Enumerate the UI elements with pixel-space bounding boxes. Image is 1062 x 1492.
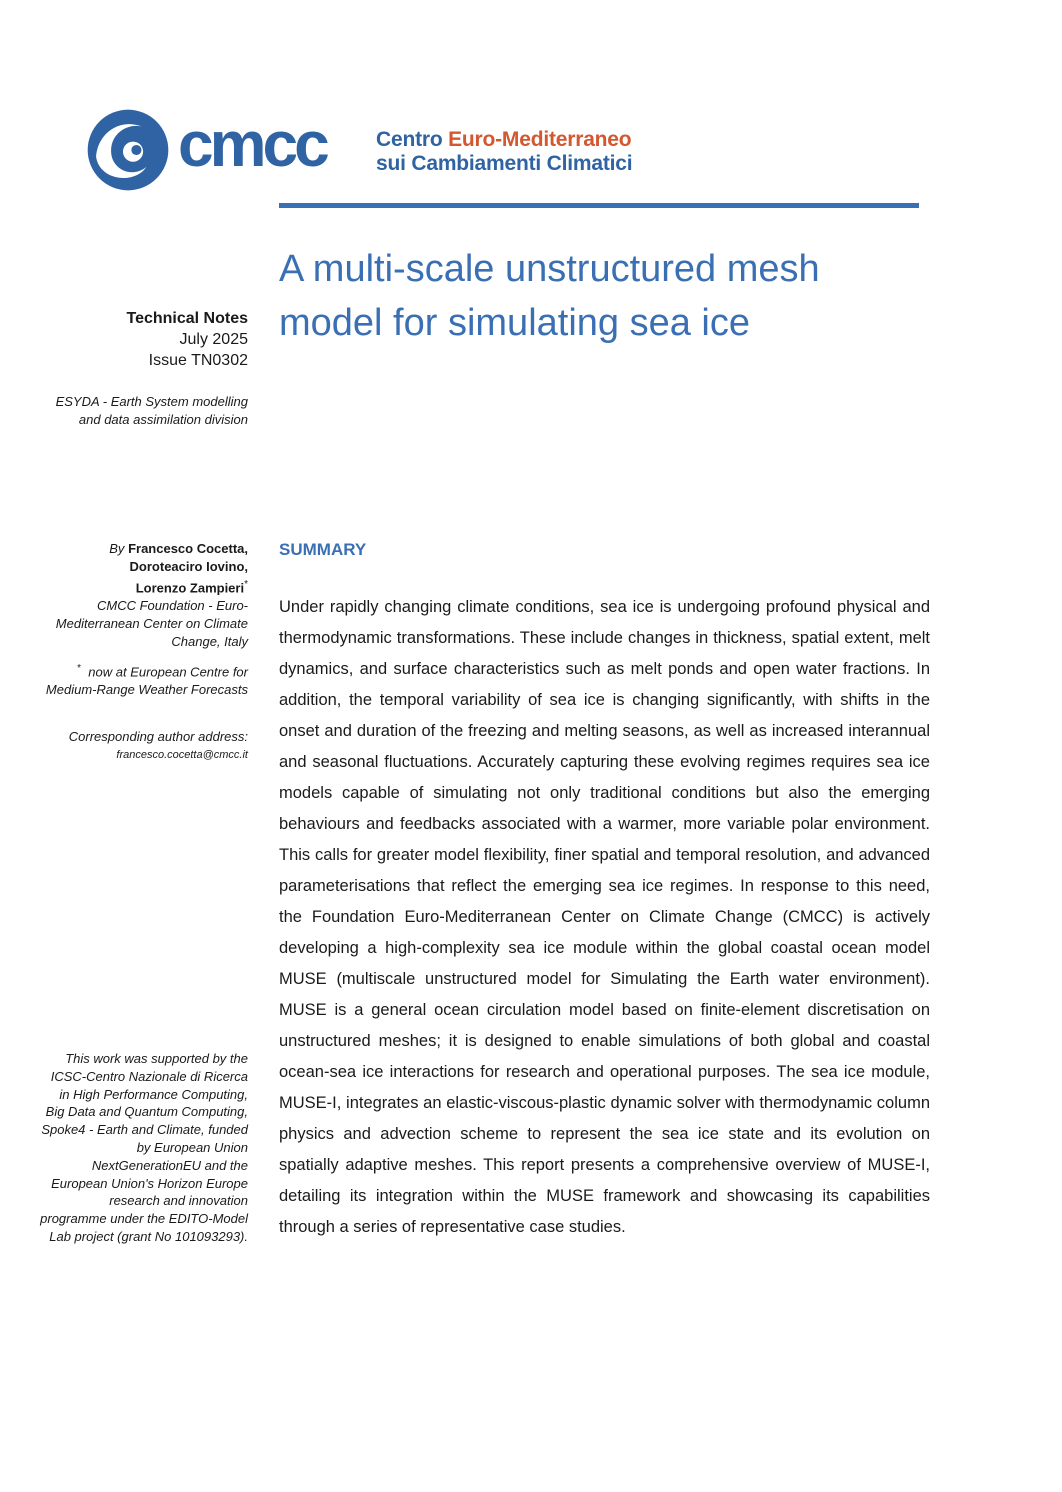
author-2: Doroteaciro Iovino, [129,559,248,574]
logo-org-line2: sui Cambiamenti Climatici [376,152,633,175]
now-at-text: now at European Centre for Medium-Range Weather Forecasts [45,664,248,698]
by-label: By [109,541,125,556]
corresponding-label: Corresponding author address: [68,729,248,744]
corresponding-email: francesco.cocetta@cmcc.it [116,749,248,761]
author-1: Francesco Cocetta, [128,541,248,556]
date-label: July 2025 [179,331,248,348]
funding-note: This work was supported by the ICSC-Centro Nazionale di Ricerca in High Performance Computing, Big Data and Quantum Computing, Spoke4 - Earth and Climate, funded by European Union NextGenerationEU and the European Union's Horizon Europe research and innovation programme under the EDITO-Model Lab project (grant No 101093293). [40,1051,248,1244]
document-title: A multi-scale unstructured mesh model for simulating sea ice [279,248,820,344]
now-at-star: * [77,663,82,674]
authors-block [40,540,248,651]
issue-label: Issue TN0302 [148,352,248,369]
summary-heading: SUMMARY [279,540,367,559]
logo-org-name [376,128,632,176]
technical-notes-block [40,308,248,371]
author-3-star: * [244,579,248,590]
summary-text: Under rapidly changing climate conditions, sea ice is undergoing profound physical and thermodynamic transformations. These include changes in thickness, spatial extent, melt dynamics, and surface characteristics such as melt ponds and open water fractions. In addition, the temporal variability of sea ice is changing significantly, with shifts in the onset and duration of the freezing and melting seasons, as well as increased interannual and seasonal fluctuations. Accurately capturing these evolving regimes requires sea ice models capable of simulating not only traditional conditions but also the emerging behaviours and feedbacks associated with a warmer, more variable polar environment. This calls for greater model flexibility, finer spatial and temporal resolution, and advanced parameterisations that reflect the emerging sea ice regimes. In response to this need, the Foundation Euro-Mediterranean Center on Climate Change (CMCC) is actively developing a high-complexity sea ice module within the global coastal ocean model MUSE (multiscale unstructured model for Simulating the Earth water environment). MUSE is a general ocean circulation model based on finite-element discretisation on unstructured meshes; it is designed to enable simulations of both global and coastal ocean-sea ice interactions for research and operational purposes. The sea ice module, MUSE-I, integrates an elastic-viscous-plastic dynamic solver with thermodynamic column physics and advection scheme to represent the sea ice state and its evolution on spatially adaptive meshes. This report presents a comprehensive overview of MUSE-I, detailing its integration within the MUSE framework and showcasing its capabilities through a series of representative case studies. [279,598,930,1236]
cmcc-swirl-logo-icon [86,108,170,192]
header-rule [279,203,919,208]
series-label: Technical Notes [126,310,248,327]
affiliation: CMCC Foundation - Euro-Mediterranean Center on Climate Change, Italy [55,598,248,650]
logo-org-part1: Centro [376,128,449,151]
logo-wordmark: cmcc [178,108,326,180]
logo-org-part2: Euro-Mediterraneo [448,128,632,151]
now-at-note [40,660,248,699]
division-note: ESYDA - Earth System modelling and data assimilation division [55,394,248,427]
corresponding-author-block [40,728,248,764]
author-3: Lorenzo Zampieri [135,580,245,596]
